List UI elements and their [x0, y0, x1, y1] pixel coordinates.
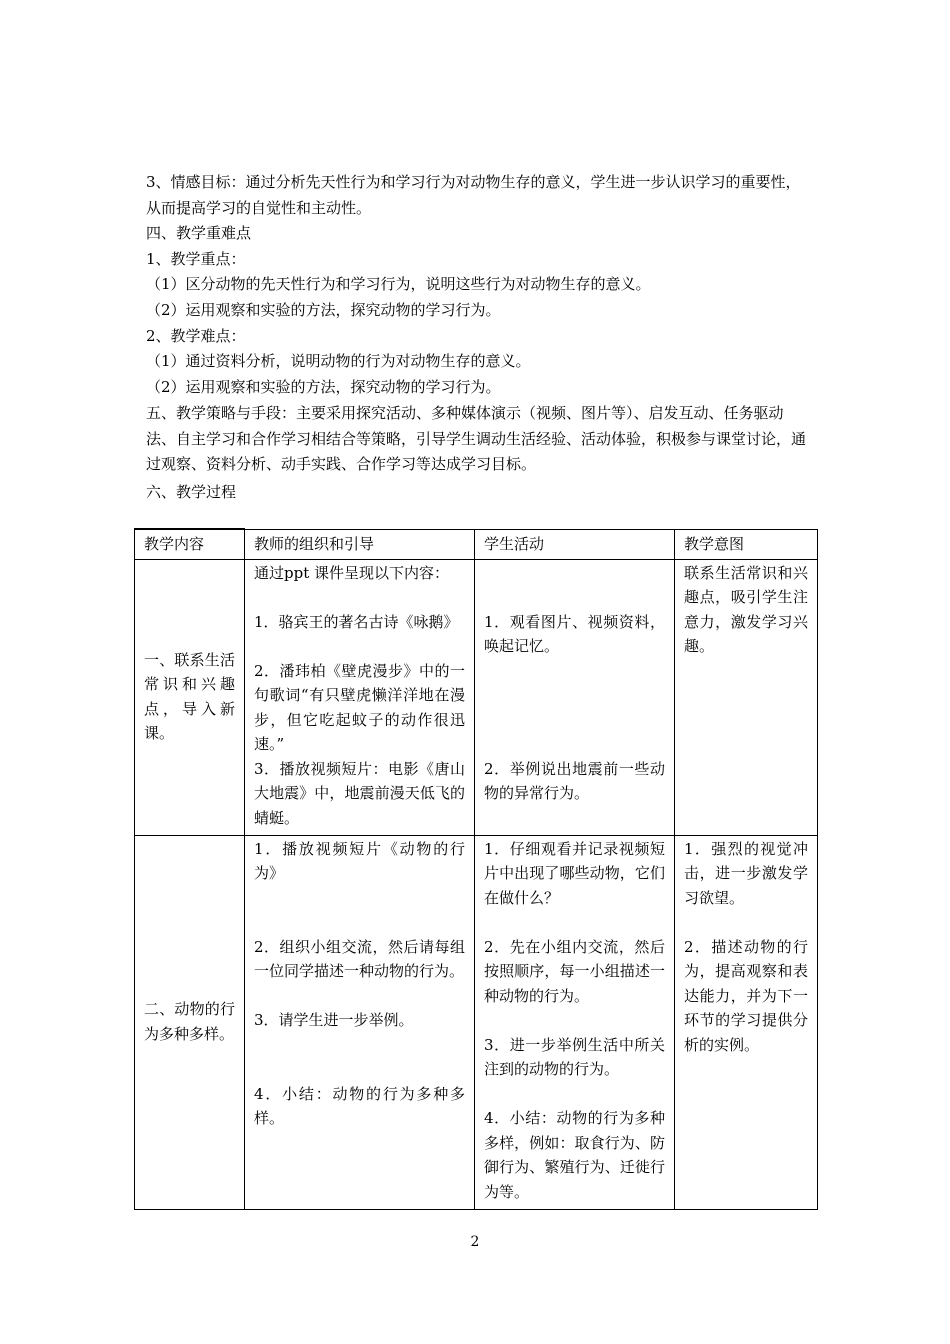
- teaching-process-table: [134, 528, 818, 1210]
- row1-teacher-line-2: 1．骆宾王的著名古诗《咏鹅》: [254, 612, 459, 631]
- row1-teacher: [245, 559, 475, 835]
- difficult-point-1: （1）通过资料分析，说明动物的行为对动物生存的意义。: [146, 352, 531, 370]
- row2-student-line-2: 2．先在小组内交流，然后按照顺序，每一小组描述一种动物的行为。: [484, 937, 665, 1005]
- row2-teacher-line-1: 1．播放视频短片《动物的行为》: [254, 839, 465, 882]
- row1-teacher-line-1: 通过ppt 课件呈现以下内容：: [254, 563, 450, 582]
- table-row: [135, 559, 818, 835]
- row1-student-line-1: 1．观看图片、视频资料，唤起记忆。: [484, 612, 665, 655]
- header-student: 学生活动: [475, 529, 675, 559]
- heading-key-difficult-points: 四、教学重难点: [146, 224, 252, 242]
- header-content: 教学内容: [135, 529, 245, 559]
- row2-intent: [675, 835, 818, 1209]
- key-point-1: （1）区分动物的先天性行为和学习行为，说明这些行为对动物生存的意义。: [146, 275, 651, 293]
- row2-student-line-1: 1．仔细观看并记录视频短片中出现了哪些动物，它们在做什么？: [484, 839, 665, 907]
- row1-content: 一、联系生活常识和兴趣点，导入新课。: [135, 559, 245, 835]
- table-header-row: [135, 529, 818, 559]
- paragraph-emotional-goal: 3、情感目标：通过分析先天性行为和学习行为对动物生存的意义，学生进一步认识学习的重要性，从而提高学习的自觉性和主动性。: [146, 173, 801, 217]
- row2-student-line-4: 4．小结：动物的行为多种多样，例如：取食行为、防御行为、繁殖行为、迁徙行为等。: [484, 1109, 665, 1201]
- header-teacher: 教师的组织和引导: [245, 529, 475, 559]
- row2-student-line-3: 3．进一步举例生活中所关注到的动物的行为。: [484, 1035, 665, 1078]
- difficult-point-2: （2）运用观察和实验的方法，探究动物的学习行为。: [146, 378, 501, 396]
- row1-intent: 联系生活常识和兴趣点，吸引学生注意力，激发学习兴趣。: [675, 559, 818, 835]
- row2-teacher: [245, 835, 475, 1209]
- row2-student: [475, 835, 675, 1209]
- header-intent: 教学意图: [675, 529, 818, 559]
- row2-content: 二、动物的行为多种多样。: [135, 835, 245, 1209]
- row2-teacher-line-3: 3．请学生进一步举例。: [254, 1011, 414, 1029]
- row1-teacher-line-3: 2．潘玮柏《壁虎漫步》中的一句歌词“有只壁虎懒洋洋地在漫步，但它吃起蚊子的动作很迅速。”: [254, 661, 465, 753]
- table-row: [135, 835, 818, 1209]
- row1-student-line-2: 2．举例说出地震前一些动物的异常行为。: [484, 759, 665, 802]
- row1-student: [475, 559, 675, 835]
- row2-intent-line-1: 1．强烈的视觉冲击，进一步激发学习欲望。: [684, 839, 808, 907]
- row2-teacher-line-2: 2．组织小组交流，然后请每组一位同学描述一种动物的行为。: [254, 937, 465, 980]
- row2-teacher-line-4: 4．小结：动物的行为多种多样。: [254, 1084, 465, 1127]
- heading-difficult-points: 2、教学难点：: [146, 327, 246, 345]
- heading-teaching-process: 六、教学过程: [146, 483, 237, 501]
- paragraph-strategies: 五、教学策略与手段：主要采用探究活动、多种媒体演示（视频、图片等）、启发互动、任务驱动法、自主学习和合作学习相结合等策略，引导学生调动生活经验、活动体验，积极参与课堂讨论，通过观察、资料分析、动手实践、合作学习等达成学习目标。: [146, 404, 807, 473]
- page-number: 2: [470, 1234, 480, 1250]
- row2-intent-line-2: 2．描述动物的行为，提高观察和表达能力，并为下一环节的学习提供分析的实例。: [684, 937, 808, 1054]
- key-point-2: （2）运用观察和实验的方法，探究动物的学习行为。: [146, 301, 501, 319]
- row1-teacher-line-4: 3．播放视频短片：电影《唐山大地震》中，地震前漫天低飞的蜻蜓。: [254, 759, 465, 827]
- heading-key-points: 1、教学重点：: [146, 250, 246, 268]
